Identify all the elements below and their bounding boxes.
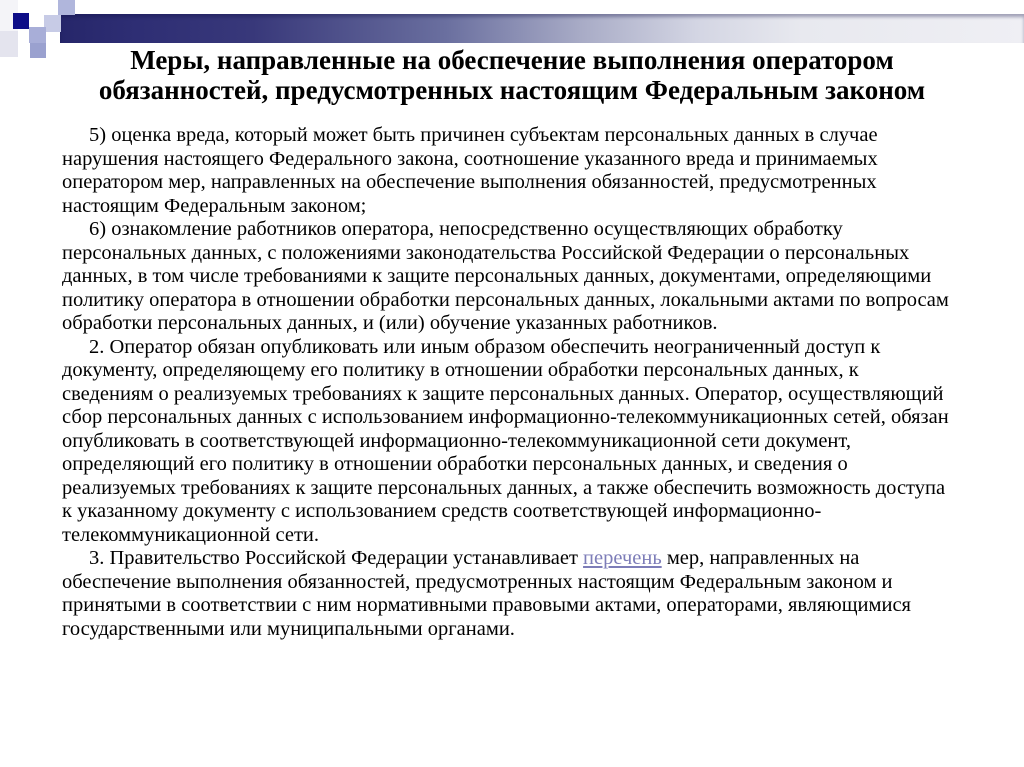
paragraph-item-2: 2. Оператор обязан опубликовать или иным образом обеспечить неограниченный доступ к документу, определяющему его политику в отношении обработки персональных данных, к сведениям о реализуемых требованиях к защите персональных данных. Оператор, осуществляющий сбор персональных данных с использованием информационно-телекоммуникационных сетей, обязан опубликовать в соответствующей информационно-телекоммуникационной сети документ, определяющий его политику в отношении обработки персональных данных, и сведения о реализуемых требованиях к защите персональных данных, а также обеспечить возможность доступа к указанному документу с использованием средств соответствующей информационно-телекоммуникационной сети.: [62, 335, 949, 546]
deco-square-medium-lower: [30, 43, 46, 58]
deco-strip-bottom: [0, 31, 18, 57]
title-bar-gradient: [60, 14, 1024, 43]
paragraph-3-before-link: 3. Правительство Российской Федерации устанавливает: [89, 547, 584, 569]
deco-square-light: [44, 15, 61, 32]
deco-square-dark-navy: [13, 13, 29, 29]
paragraph-item-5: 5) оценка вреда, который может быть причинен субъектам персональных данных в случае нарушения настоящего Федерального закона, соотношение указанного вреда и принимаемых оператором мер, направленных на обеспечение выполнения обязанностей, предусмотренных настоящим Федеральным законом;: [62, 124, 878, 217]
perechen-link[interactable]: перечень: [583, 547, 662, 569]
paragraph-item-6: 6) ознакомление работников оператора, непосредственно осуществляющих обработку персональных данных, с положениями законодательства Российской Федерации о персональных данных, в том числе требованиями к защите персональных данных, документами, определяющими политику оператора в отношении обработки персональных данных, локальными актами по вопросам обработки персональных данных, и (или) обучение указанных работников.: [62, 218, 949, 334]
deco-square-top: [58, 0, 75, 15]
paragraph-3-after-link: мер, направленных на обеспечение выполнения обязанностей, предусмотренных настоящим Федеральным законом и принятыми в соответствии с ним нормативными правовыми актами, операторами, являющимися государственными или муниципальными органами.: [62, 547, 911, 640]
slide-body: [62, 124, 950, 641]
paragraph-item-3: [62, 547, 950, 641]
deco-square-medium-upper: [29, 27, 46, 43]
slide-title: Меры, направленные на обеспечение выполнения оператором обязанностей, предусмотренных настоящим Федеральным законом: [98, 45, 926, 105]
